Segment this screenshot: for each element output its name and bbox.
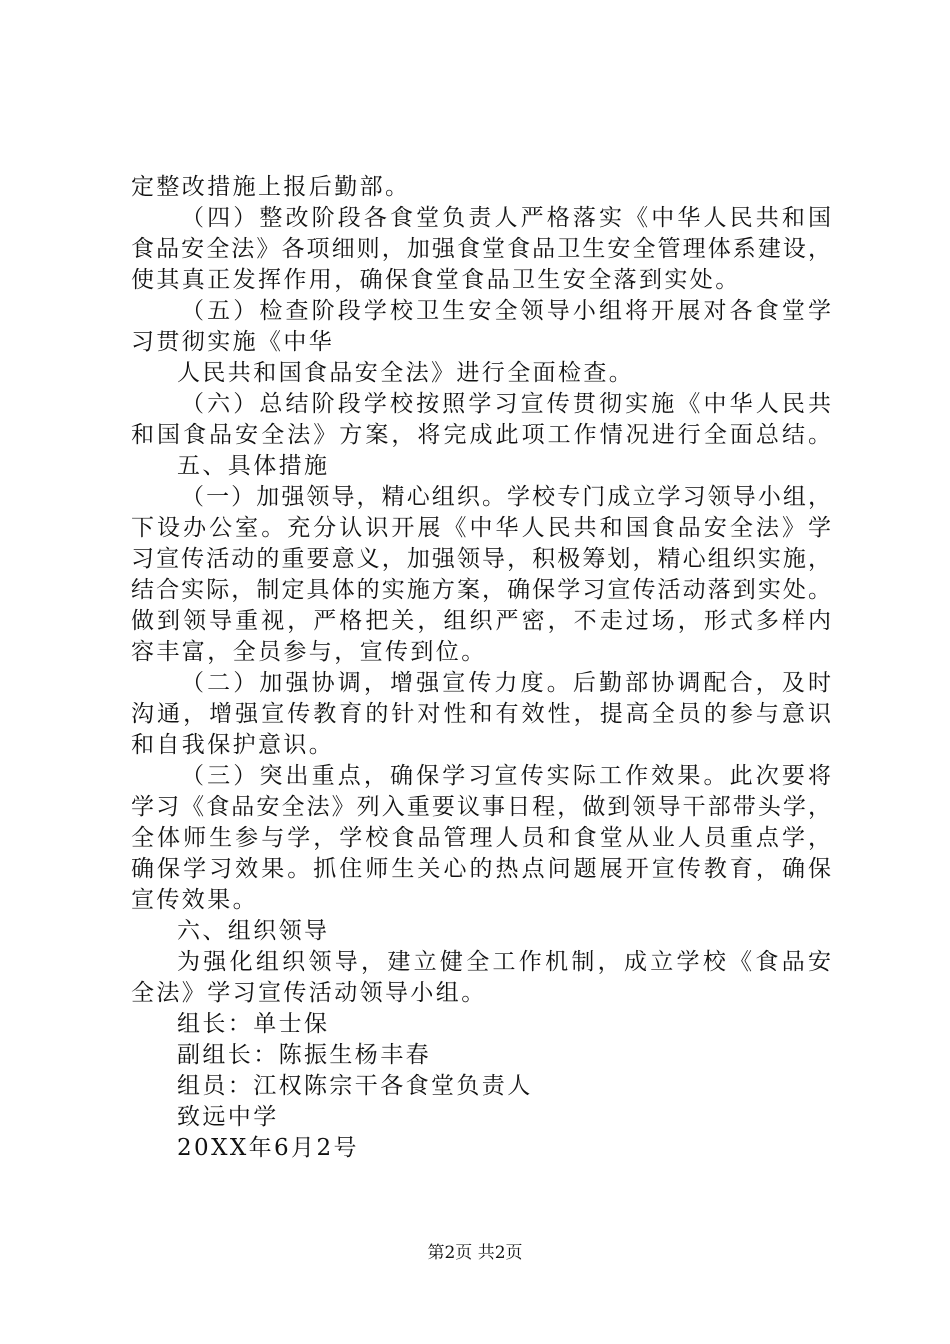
text-line: 学习《食品安全法》列入重要议事日程，做到领导干部带头学， [131, 794, 831, 820]
signature-organization: 致远中学 [177, 1104, 279, 1130]
text-line: 组长：单士保 [177, 1011, 330, 1037]
page-number: 第2页 共2页 [427, 1243, 523, 1263]
text-line: （六）总结阶段学校按照学习宣传贯彻实施《中华人民共 [181, 391, 831, 417]
section-heading: 六、组织领导 [177, 918, 330, 944]
text-line: （三）突出重点，确保学习宣传实际工作效果。此次要将 [181, 763, 831, 789]
text-line: 沟通，增强宣传教育的针对性和有效性，提高全员的参与意识 [131, 701, 831, 727]
text-line: 宣传效果。 [131, 887, 258, 913]
text-line: 和国食品安全法》方案，将完成此项工作情况进行全面总结。 [131, 422, 831, 448]
text-line: （二）加强协调，增强宣传力度。后勤部协调配合，及时 [181, 670, 831, 696]
section-heading: 五、具体措施 [177, 453, 330, 479]
text-line: 习宣传活动的重要意义，加强领导，积极筹划，精心组织实施， [131, 546, 831, 572]
text-line: 使其真正发挥作用，确保食堂食品卫生安全落到实处。 [131, 267, 741, 293]
document-body [131, 172, 831, 1164]
signature-date: 20XX年6月2号 [177, 1135, 359, 1161]
text-line: 容丰富，全员参与，宣传到位。 [131, 639, 487, 665]
text-line: 确保学习效果。抓住师生关心的热点问题展开宣传教育，确保 [131, 856, 831, 882]
text-line: 做到领导重视，严格把关，组织严密，不走过场，形式多样内 [131, 608, 831, 634]
text-line: 全法》学习宣传活动领导小组。 [131, 980, 487, 1006]
text-line: 和自我保护意识。 [131, 732, 335, 758]
text-line: 定整改措施上报后勤部。 [131, 174, 411, 200]
text-line: （一）加强领导，精心组织。学校专门成立学习领导小组， [181, 484, 831, 510]
text-line: 食品安全法》各项细则，加强食堂食品卫生安全管理体系建设， [131, 236, 831, 262]
text-line: 人民共和国食品安全法》进行全面检查。 [177, 360, 635, 386]
text-line: 组员：江权陈宗干各食堂负责人 [177, 1073, 533, 1099]
text-line: （五）检查阶段学校卫生安全领导小组将开展对各食堂学 [181, 298, 831, 324]
text-line: 下设办公室。充分认识开展《中华人民共和国食品安全法》学 [131, 515, 831, 541]
text-line: 副组长：陈振生杨丰春 [177, 1042, 431, 1068]
text-line: （四）整改阶段各食堂负责人严格落实《中华人民共和国 [181, 205, 831, 231]
text-line: 习贯彻实施《中华 [131, 329, 335, 355]
text-line: 全体师生参与学，学校食品管理人员和食堂从业人员重点学， [131, 825, 831, 851]
text-line: 为强化组织领导，建立健全工作机制，成立学校《食品安 [177, 949, 831, 975]
text-line: 结合实际，制定具体的实施方案，确保学习宣传活动落到实处。 [131, 577, 831, 603]
